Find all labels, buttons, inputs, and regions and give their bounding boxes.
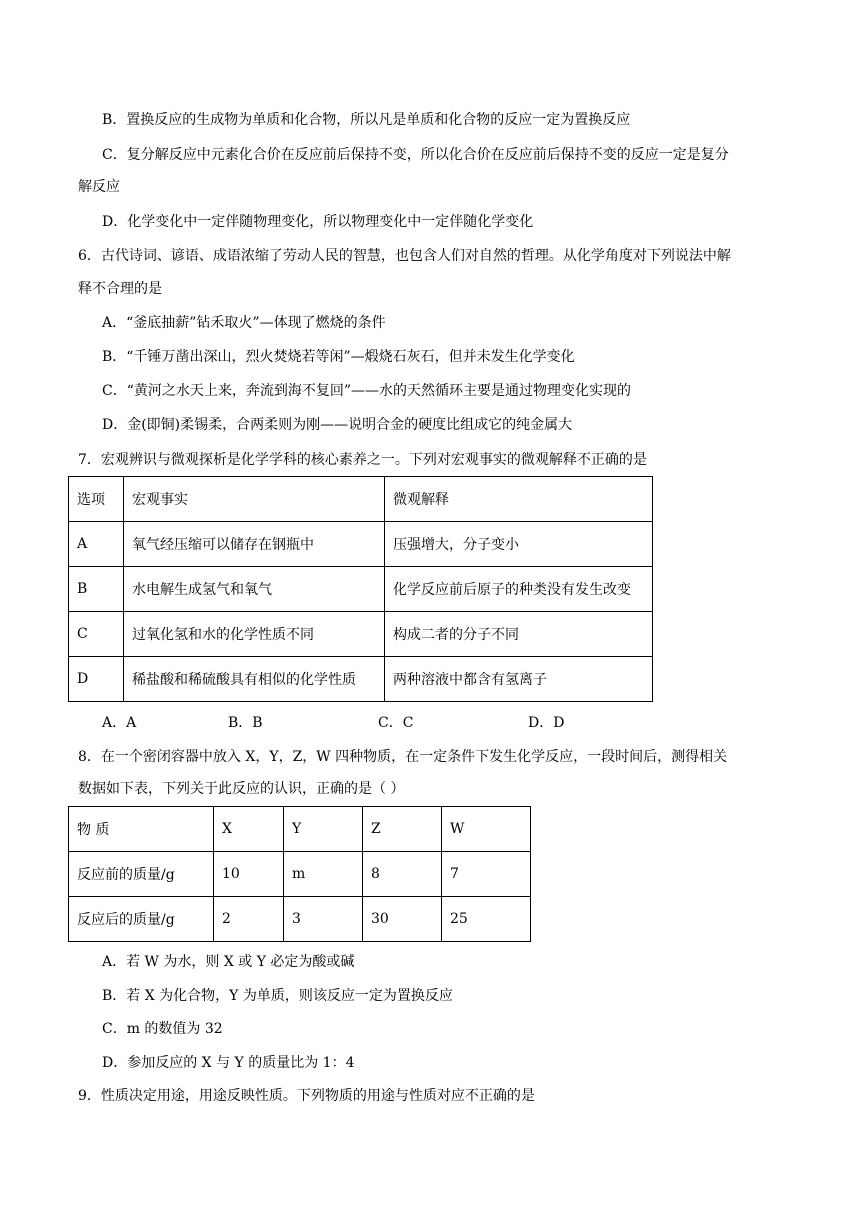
table-header-cell: W — [442, 807, 531, 852]
q8-option-b: B．若 X 为化合物，Y 为单质，则该反应一定为置换反应 — [102, 988, 453, 1004]
q9-stem: 9．性质决定用途，用途反映性质。下列物质的用途与性质对应不正确的是 — [78, 1088, 535, 1104]
q6-stem-line1: 6．古代诗词、谚语、成语浓缩了劳动人民的智慧，也包含人们对自然的哲理。从化学角度对下列说法中解 — [78, 248, 731, 264]
table-header-cell: Z — [363, 807, 442, 852]
table-cell: D — [69, 657, 124, 702]
q6-stem-line2: 释不合理的是 — [78, 281, 162, 297]
q8-option-c: C．m 的数值为 32 — [102, 1021, 223, 1037]
q8-option-a: A．若 W 为水，则 X 或 Y 必定为酸或碱 — [102, 954, 355, 970]
table-row — [69, 897, 531, 942]
table-cell: 30 — [363, 897, 442, 942]
q7-option-c: C．C — [378, 715, 414, 731]
table-header-row — [69, 477, 653, 522]
table-cell: 稀盐酸和稀硫酸具有相似的化学性质 — [124, 657, 385, 702]
q8-option-d: D．参加反应的 X 与 Y 的质量比为 1：4 — [102, 1055, 355, 1071]
table-cell: 化学反应前后原子的种类没有发生改变 — [385, 567, 653, 612]
table-cell: 7 — [442, 852, 531, 897]
q7-stem: 7．宏观辨识与微观探析是化学学科的核心素养之一。下列对宏观事实的微观解释不正确的是 — [78, 452, 647, 468]
q8-table — [68, 806, 531, 942]
table-cell: 压强增大，分子变小 — [385, 522, 653, 567]
q5-option-c-line2: 解反应 — [78, 179, 120, 195]
table-header-cell: 宏观事实 — [124, 477, 385, 522]
table-cell: 氧气经压缩可以储存在钢瓶中 — [124, 522, 385, 567]
table-row — [69, 657, 653, 702]
table-header-cell: 选项 — [69, 477, 124, 522]
q7-table — [68, 476, 653, 702]
q6-option-d: D．金(即铜)柔锡柔，合两柔则为刚——说明合金的硬度比组成它的纯金属大 — [102, 417, 573, 433]
table-header-row — [69, 807, 531, 852]
table-header-cell: 微观解释 — [385, 477, 653, 522]
table-header-cell: X — [214, 807, 284, 852]
q6-option-b: B．“千锤万凿出深山，烈火焚烧若等闲”—煅烧石灰石，但并未发生化学变化 — [102, 349, 575, 365]
table-cell: 反应前的质量/g — [69, 852, 214, 897]
table-cell: 反应后的质量/g — [69, 897, 214, 942]
q6-option-a: A．“釜底抽薪”钻禾取火”—体现了燃烧的条件 — [102, 315, 386, 331]
q5-option-c-line1: C．复分解反应中元素化合价在反应前后保持不变，所以化合价在反应前后保持不变的反应一定是复分 — [102, 147, 729, 163]
table-cell: 25 — [442, 897, 531, 942]
table-cell: 8 — [363, 852, 442, 897]
table-header-cell: 物 质 — [69, 807, 214, 852]
q7-option-b: B．B — [228, 715, 263, 731]
table-cell: 10 — [214, 852, 284, 897]
table-header-cell: Y — [284, 807, 363, 852]
q7-option-a: A．A — [102, 715, 137, 731]
table-row — [69, 567, 653, 612]
q8-stem-line2: 数据如下表，下列关于此反应的认识，正确的是（ ） — [78, 781, 405, 797]
table-cell: 过氧化氢和水的化学性质不同 — [124, 612, 385, 657]
table-row — [69, 522, 653, 567]
q6-option-c: C．“黄河之水天上来，奔流到海不复回”——水的天然循环主要是通过物理变化实现的 — [102, 383, 632, 399]
table-cell: 构成二者的分子不同 — [385, 612, 653, 657]
table-cell: A — [69, 522, 124, 567]
q7-option-d: D．D — [528, 715, 565, 731]
q5-option-d: D．化学变化中一定伴随物理变化，所以物理变化中一定伴随化学变化 — [102, 214, 534, 230]
q5-option-b: B．置换反应的生成物为单质和化合物，所以凡是单质和化合物的反应一定为置换反应 — [102, 112, 631, 128]
table-cell: m — [284, 852, 363, 897]
table-row — [69, 852, 531, 897]
table-row — [69, 612, 653, 657]
table-cell: 水电解生成氢气和氧气 — [124, 567, 385, 612]
table-cell: C — [69, 612, 124, 657]
table-cell: 3 — [284, 897, 363, 942]
table-cell: B — [69, 567, 124, 612]
table-cell: 2 — [214, 897, 284, 942]
table-cell: 两种溶液中都含有氢离子 — [385, 657, 653, 702]
q8-stem-line1: 8．在一个密闭容器中放入 X，Y，Z，W 四种物质，在一定条件下发生化学反应，一段时间后，测得相关 — [78, 749, 728, 765]
